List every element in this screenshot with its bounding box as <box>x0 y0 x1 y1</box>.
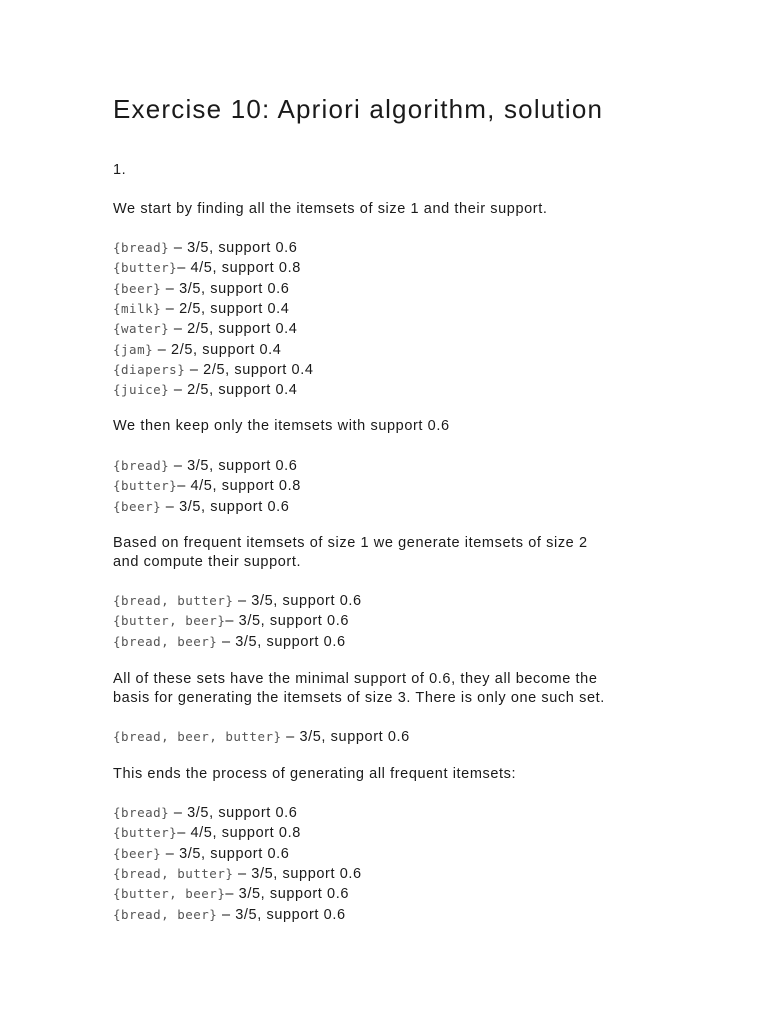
itemset-label: {butter} <box>113 825 178 841</box>
itemset-line <box>113 456 297 476</box>
page-title: Exercise 10: Apriori algorithm, solution <box>113 94 604 124</box>
itemset-label: {butter, beer} <box>113 613 226 629</box>
itemset-support: – 4/5, support 0.8 <box>177 825 301 842</box>
itemset-support: – 3/5, support 0.6 <box>233 865 362 882</box>
itemset-line <box>113 844 289 864</box>
itemset-support: – 3/5, support 0.6 <box>169 458 298 474</box>
itemset-line <box>113 319 297 339</box>
itemset-support: – 2/5, support 0.4 <box>161 300 290 317</box>
itemset-label: {butter} <box>113 260 178 276</box>
itemset-support: – 3/5, support 0.6 <box>169 240 298 256</box>
itemset-label: {bread, butter} <box>113 593 234 608</box>
itemset-label: {beer} <box>113 845 162 861</box>
paragraph-conclusion: This ends the process of generating all frequent itemsets: <box>113 766 517 782</box>
itemset-label: {jam} <box>113 341 154 357</box>
itemset-label: {milk} <box>113 300 162 316</box>
itemset-line <box>113 611 349 631</box>
itemset-line <box>113 803 297 823</box>
itemset-label: {bread, beer, butter} <box>113 729 282 744</box>
itemset-line <box>113 258 301 278</box>
itemset-support: – 3/5, support 0.6 <box>225 613 350 630</box>
itemset-support: – 2/5, support 0.4 <box>169 382 298 399</box>
itemset-label: {bread} <box>113 458 170 473</box>
itemset-line <box>113 497 289 517</box>
itemset-support: – 2/5, support 0.4 <box>169 321 298 338</box>
itemset-support: – 3/5, support 0.6 <box>161 280 290 297</box>
itemset-label: {bread} <box>113 240 170 255</box>
itemset-line <box>113 476 301 496</box>
itemset-label: {bread, beer} <box>113 906 218 922</box>
itemset-support: – 3/5, support 0.6 <box>217 633 346 650</box>
itemset-support: – 3/5, support 0.6 <box>169 805 298 821</box>
itemset-label: {butter, beer} <box>113 886 226 902</box>
itemset-support: – 3/5, support 0.6 <box>233 593 362 609</box>
paragraph-intro: We start by finding all the itemsets of size 1 and their support. <box>113 201 548 217</box>
itemset-line <box>113 727 410 747</box>
itemset-label: {juice} <box>113 382 170 398</box>
itemset-label: {bread, butter} <box>113 865 234 881</box>
itemset-line <box>113 823 301 843</box>
itemset-line <box>113 340 281 360</box>
paragraph-size3-line2: basis for generating the itemsets of size 3. There is only one such set. <box>113 690 605 706</box>
itemset-line <box>113 360 314 380</box>
itemset-label: {beer} <box>113 498 162 514</box>
itemset-label: {butter} <box>113 478 178 494</box>
itemset-support: – 2/5, support 0.4 <box>185 361 314 378</box>
paragraph-size3-line1: All of these sets have the minimal support of 0.6, they all become the <box>113 671 598 687</box>
itemset-support: – 2/5, support 0.4 <box>153 341 282 358</box>
itemset-support: – 3/5, support 0.6 <box>161 498 290 515</box>
itemset-line <box>113 905 346 925</box>
itemset-label: {diapers} <box>113 361 186 377</box>
itemset-line <box>113 884 349 904</box>
itemset-label: {bread, beer} <box>113 633 218 649</box>
itemset-line <box>113 591 362 611</box>
itemset-label: {water} <box>113 321 170 337</box>
itemset-support: – 3/5, support 0.6 <box>225 886 350 903</box>
itemset-support: – 3/5, support 0.6 <box>281 729 410 745</box>
itemset-line <box>113 299 289 319</box>
itemset-line <box>113 238 297 258</box>
itemset-support: – 3/5, support 0.6 <box>161 845 290 862</box>
itemset-line <box>113 864 362 884</box>
itemset-line <box>113 279 289 299</box>
paragraph-generate-size2-line1: Based on frequent itemsets of size 1 we generate itemsets of size 2 <box>113 535 588 551</box>
itemset-support: – 3/5, support 0.6 <box>217 906 346 923</box>
section-number: 1. <box>113 162 127 178</box>
itemset-support: – 4/5, support 0.8 <box>177 478 301 495</box>
itemset-support: – 4/5, support 0.8 <box>177 260 301 277</box>
itemset-label: {bread} <box>113 805 170 820</box>
itemset-label: {beer} <box>113 280 162 296</box>
paragraph-generate-size2-line2: and compute their support. <box>113 554 302 570</box>
itemset-line <box>113 380 297 400</box>
itemset-line <box>113 632 346 652</box>
paragraph-filter: We then keep only the itemsets with support 0.6 <box>113 418 450 434</box>
